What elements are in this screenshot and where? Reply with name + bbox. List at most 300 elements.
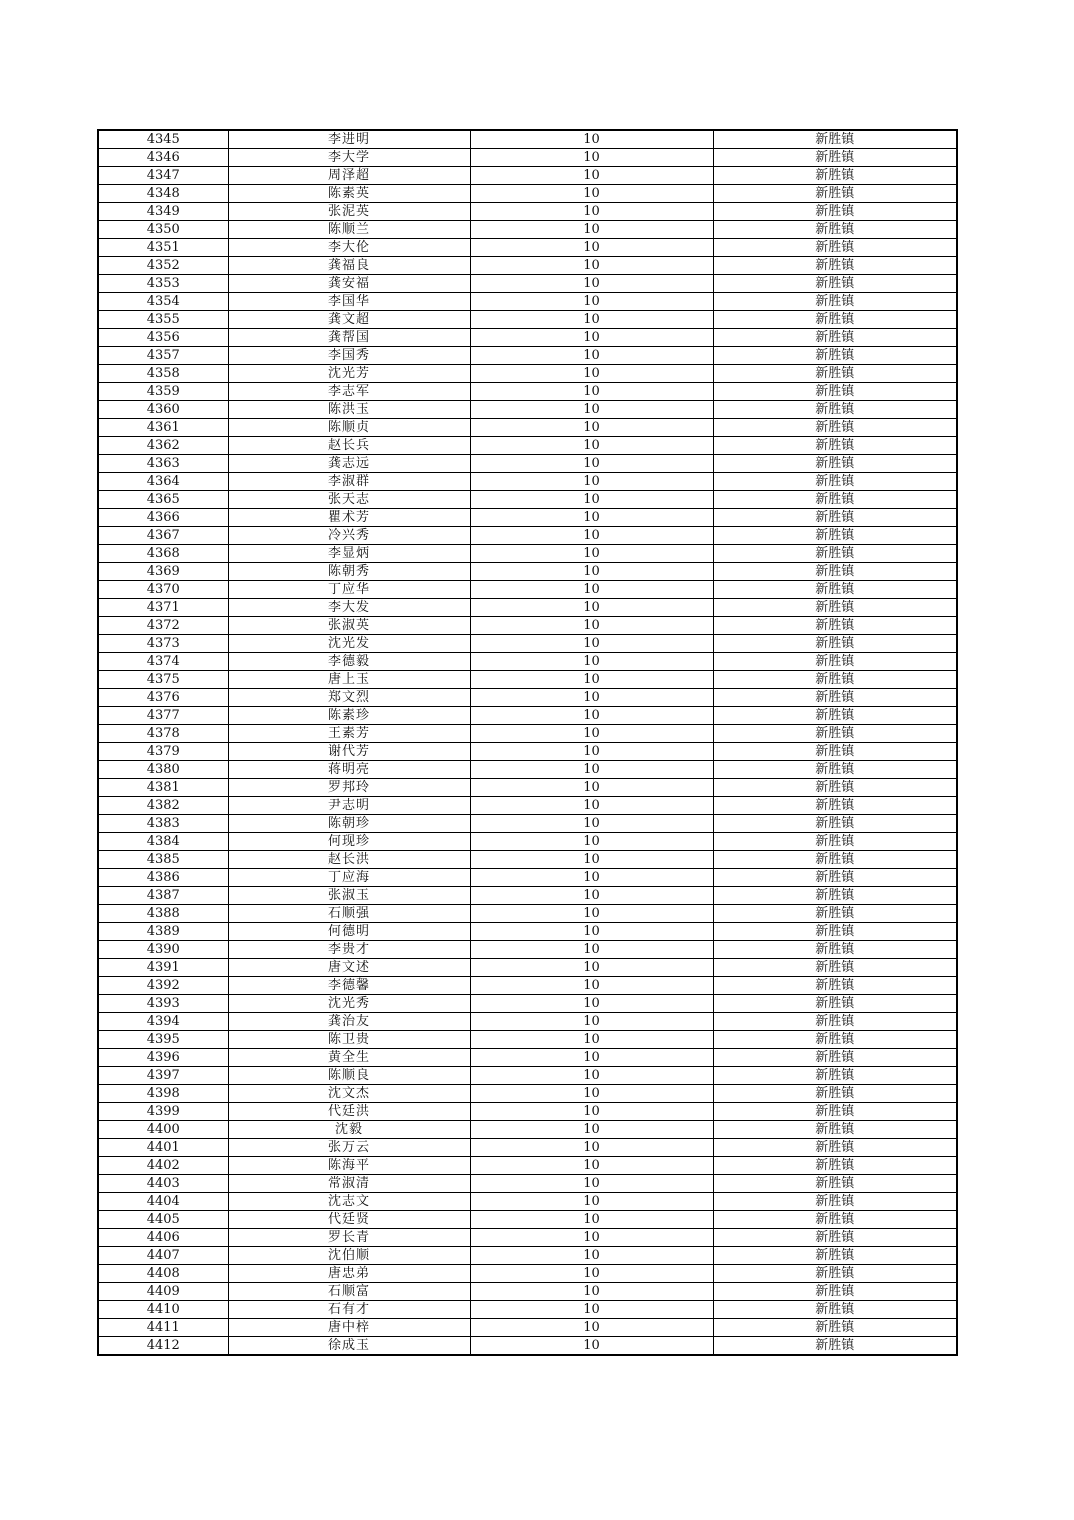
cell-amount: 10 [470, 1031, 713, 1049]
cell-name: 李大发 [228, 599, 470, 617]
cell-town: 新胜镇 [713, 437, 957, 455]
cell-number: 4389 [98, 923, 228, 941]
table-row [98, 130, 957, 149]
cell-name: 李进明 [228, 130, 470, 149]
cell-amount: 10 [470, 1337, 713, 1356]
table-row [98, 185, 957, 203]
cell-number: 4373 [98, 635, 228, 653]
table-row [98, 617, 957, 635]
cell-amount: 10 [470, 1121, 713, 1139]
cell-amount: 10 [470, 1013, 713, 1031]
cell-number: 4370 [98, 581, 228, 599]
cell-amount: 10 [470, 383, 713, 401]
cell-town: 新胜镇 [713, 599, 957, 617]
cell-number: 4391 [98, 959, 228, 977]
cell-number: 4372 [98, 617, 228, 635]
cell-number: 4357 [98, 347, 228, 365]
cell-town: 新胜镇 [713, 1031, 957, 1049]
cell-amount: 10 [470, 833, 713, 851]
cell-number: 4395 [98, 1031, 228, 1049]
cell-name: 陈顺兰 [228, 221, 470, 239]
cell-number: 4349 [98, 203, 228, 221]
cell-name: 沈光芳 [228, 365, 470, 383]
cell-amount: 10 [470, 185, 713, 203]
cell-name: 何德明 [228, 923, 470, 941]
cell-town: 新胜镇 [713, 167, 957, 185]
table-row [98, 653, 957, 671]
cell-town: 新胜镇 [713, 743, 957, 761]
table-row [98, 329, 957, 347]
cell-town: 新胜镇 [713, 365, 957, 383]
cell-amount: 10 [470, 257, 713, 275]
cell-number: 4382 [98, 797, 228, 815]
cell-town: 新胜镇 [713, 419, 957, 437]
cell-name: 龚志远 [228, 455, 470, 473]
cell-town: 新胜镇 [713, 725, 957, 743]
table-row [98, 581, 957, 599]
cell-number: 4394 [98, 1013, 228, 1031]
cell-town: 新胜镇 [713, 635, 957, 653]
cell-number: 4378 [98, 725, 228, 743]
cell-name: 瞿术芳 [228, 509, 470, 527]
table-row [98, 1157, 957, 1175]
cell-name: 龚文超 [228, 311, 470, 329]
cell-amount: 10 [470, 203, 713, 221]
table-row [98, 1301, 957, 1319]
cell-amount: 10 [470, 149, 713, 167]
table-row [98, 275, 957, 293]
table-row [98, 473, 957, 491]
cell-town: 新胜镇 [713, 1121, 957, 1139]
table-row [98, 797, 957, 815]
cell-name: 蒋明亮 [228, 761, 470, 779]
cell-number: 4364 [98, 473, 228, 491]
cell-name: 李贵才 [228, 941, 470, 959]
table-row [98, 887, 957, 905]
cell-amount: 10 [470, 941, 713, 959]
cell-town: 新胜镇 [713, 797, 957, 815]
cell-town: 新胜镇 [713, 815, 957, 833]
cell-town: 新胜镇 [713, 581, 957, 599]
cell-town: 新胜镇 [713, 221, 957, 239]
table-row [98, 707, 957, 725]
table-row [98, 1247, 957, 1265]
cell-number: 4390 [98, 941, 228, 959]
table-row [98, 1049, 957, 1067]
cell-name: 唐文述 [228, 959, 470, 977]
cell-number: 4350 [98, 221, 228, 239]
cell-name: 石顺富 [228, 1283, 470, 1301]
cell-amount: 10 [470, 599, 713, 617]
cell-name: 赵长洪 [228, 851, 470, 869]
cell-town: 新胜镇 [713, 1175, 957, 1193]
cell-number: 4351 [98, 239, 228, 257]
cell-amount: 10 [470, 887, 713, 905]
cell-number: 4355 [98, 311, 228, 329]
cell-name: 李大学 [228, 149, 470, 167]
cell-name: 谢代芳 [228, 743, 470, 761]
cell-amount: 10 [470, 365, 713, 383]
cell-amount: 10 [470, 905, 713, 923]
cell-town: 新胜镇 [713, 401, 957, 419]
table-row [98, 869, 957, 887]
table-row [98, 923, 957, 941]
table-row [98, 635, 957, 653]
cell-number: 4398 [98, 1085, 228, 1103]
cell-name: 陈卫贵 [228, 1031, 470, 1049]
cell-number: 4346 [98, 149, 228, 167]
cell-amount: 10 [470, 1229, 713, 1247]
cell-number: 4354 [98, 293, 228, 311]
cell-number: 4376 [98, 689, 228, 707]
cell-name: 唐忠弟 [228, 1265, 470, 1283]
table-row [98, 563, 957, 581]
cell-amount: 10 [470, 473, 713, 491]
cell-number: 4366 [98, 509, 228, 527]
cell-number: 4393 [98, 995, 228, 1013]
cell-town: 新胜镇 [713, 869, 957, 887]
cell-number: 4368 [98, 545, 228, 563]
cell-number: 4401 [98, 1139, 228, 1157]
cell-amount: 10 [470, 130, 713, 149]
table-row [98, 977, 957, 995]
cell-name: 陈顺贞 [228, 419, 470, 437]
cell-number: 4358 [98, 365, 228, 383]
cell-number: 4411 [98, 1319, 228, 1337]
table-row [98, 1103, 957, 1121]
cell-number: 4362 [98, 437, 228, 455]
cell-town: 新胜镇 [713, 1067, 957, 1085]
cell-name: 黄全生 [228, 1049, 470, 1067]
cell-town: 新胜镇 [713, 1229, 957, 1247]
cell-town: 新胜镇 [713, 1247, 957, 1265]
cell-amount: 10 [470, 221, 713, 239]
cell-number: 4408 [98, 1265, 228, 1283]
table-row [98, 725, 957, 743]
cell-number: 4403 [98, 1175, 228, 1193]
table-row [98, 1337, 957, 1356]
table-row [98, 1319, 957, 1337]
cell-town: 新胜镇 [713, 130, 957, 149]
cell-amount: 10 [470, 743, 713, 761]
cell-town: 新胜镇 [713, 1265, 957, 1283]
cell-number: 4405 [98, 1211, 228, 1229]
cell-amount: 10 [470, 437, 713, 455]
cell-town: 新胜镇 [713, 1049, 957, 1067]
cell-town: 新胜镇 [713, 995, 957, 1013]
table-body [98, 130, 957, 1355]
cell-name: 王素芳 [228, 725, 470, 743]
table-row [98, 995, 957, 1013]
table-row [98, 545, 957, 563]
cell-number: 4352 [98, 257, 228, 275]
cell-town: 新胜镇 [713, 1211, 957, 1229]
cell-amount: 10 [470, 923, 713, 941]
cell-town: 新胜镇 [713, 1103, 957, 1121]
cell-name: 陈海平 [228, 1157, 470, 1175]
cell-amount: 10 [470, 761, 713, 779]
cell-name: 张淑英 [228, 617, 470, 635]
cell-amount: 10 [470, 815, 713, 833]
cell-number: 4400 [98, 1121, 228, 1139]
table-row [98, 1013, 957, 1031]
cell-number: 4399 [98, 1103, 228, 1121]
cell-amount: 10 [470, 581, 713, 599]
cell-town: 新胜镇 [713, 347, 957, 365]
cell-town: 新胜镇 [713, 653, 957, 671]
cell-amount: 10 [470, 1265, 713, 1283]
cell-town: 新胜镇 [713, 1301, 957, 1319]
table-row [98, 851, 957, 869]
table-row [98, 1139, 957, 1157]
table-row [98, 527, 957, 545]
cell-name: 石有才 [228, 1301, 470, 1319]
cell-amount: 10 [470, 1301, 713, 1319]
cell-name: 尹志明 [228, 797, 470, 815]
cell-amount: 10 [470, 653, 713, 671]
cell-name: 周泽超 [228, 167, 470, 185]
cell-town: 新胜镇 [713, 1085, 957, 1103]
table-row [98, 1121, 957, 1139]
cell-number: 4383 [98, 815, 228, 833]
cell-name: 徐成玉 [228, 1337, 470, 1356]
cell-name: 郑文烈 [228, 689, 470, 707]
cell-number: 4386 [98, 869, 228, 887]
cell-amount: 10 [470, 311, 713, 329]
cell-number: 4347 [98, 167, 228, 185]
table-row [98, 959, 957, 977]
cell-amount: 10 [470, 401, 713, 419]
table-row [98, 203, 957, 221]
cell-name: 龚安福 [228, 275, 470, 293]
cell-name: 李志军 [228, 383, 470, 401]
table-row [98, 1067, 957, 1085]
cell-amount: 10 [470, 1157, 713, 1175]
cell-town: 新胜镇 [713, 1139, 957, 1157]
cell-number: 4388 [98, 905, 228, 923]
cell-name: 张万云 [228, 1139, 470, 1157]
cell-name: 龚帮国 [228, 329, 470, 347]
cell-name: 沈毅 [228, 1121, 470, 1139]
cell-amount: 10 [470, 725, 713, 743]
cell-amount: 10 [470, 1247, 713, 1265]
cell-name: 李淑群 [228, 473, 470, 491]
table-row [98, 689, 957, 707]
table-row [98, 761, 957, 779]
cell-town: 新胜镇 [713, 455, 957, 473]
cell-name: 陈素珍 [228, 707, 470, 725]
cell-number: 4380 [98, 761, 228, 779]
cell-name: 陈顺良 [228, 1067, 470, 1085]
cell-number: 4375 [98, 671, 228, 689]
cell-name: 李德馨 [228, 977, 470, 995]
table-row [98, 833, 957, 851]
cell-amount: 10 [470, 977, 713, 995]
cell-town: 新胜镇 [713, 1013, 957, 1031]
cell-amount: 10 [470, 1283, 713, 1301]
cell-amount: 10 [470, 869, 713, 887]
table-row [98, 149, 957, 167]
cell-name: 张泥英 [228, 203, 470, 221]
cell-town: 新胜镇 [713, 257, 957, 275]
table-row [98, 941, 957, 959]
cell-name: 丁应海 [228, 869, 470, 887]
cell-number: 4406 [98, 1229, 228, 1247]
cell-name: 沈光秀 [228, 995, 470, 1013]
cell-number: 4381 [98, 779, 228, 797]
cell-town: 新胜镇 [713, 617, 957, 635]
cell-amount: 10 [470, 1139, 713, 1157]
cell-town: 新胜镇 [713, 941, 957, 959]
cell-town: 新胜镇 [713, 671, 957, 689]
cell-amount: 10 [470, 1067, 713, 1085]
cell-amount: 10 [470, 995, 713, 1013]
cell-amount: 10 [470, 275, 713, 293]
cell-name: 张淑玉 [228, 887, 470, 905]
cell-name: 龚治友 [228, 1013, 470, 1031]
table-row [98, 491, 957, 509]
cell-amount: 10 [470, 293, 713, 311]
cell-town: 新胜镇 [713, 329, 957, 347]
table-row [98, 239, 957, 257]
cell-name: 张天志 [228, 491, 470, 509]
cell-name: 罗邦玲 [228, 779, 470, 797]
table-row [98, 419, 957, 437]
table-row [98, 905, 957, 923]
cell-town: 新胜镇 [713, 311, 957, 329]
table-row [98, 671, 957, 689]
cell-amount: 10 [470, 1211, 713, 1229]
cell-amount: 10 [470, 419, 713, 437]
table-row [98, 743, 957, 761]
cell-name: 冷兴秀 [228, 527, 470, 545]
table-row [98, 815, 957, 833]
cell-number: 4374 [98, 653, 228, 671]
cell-number: 4361 [98, 419, 228, 437]
cell-number: 4377 [98, 707, 228, 725]
cell-town: 新胜镇 [713, 293, 957, 311]
cell-amount: 10 [470, 635, 713, 653]
cell-town: 新胜镇 [713, 923, 957, 941]
cell-number: 4384 [98, 833, 228, 851]
cell-name: 唐上玉 [228, 671, 470, 689]
cell-number: 4396 [98, 1049, 228, 1067]
table-row [98, 509, 957, 527]
cell-amount: 10 [470, 563, 713, 581]
cell-number: 4365 [98, 491, 228, 509]
data-table [97, 129, 958, 1356]
cell-name: 代廷洪 [228, 1103, 470, 1121]
table-row [98, 257, 957, 275]
cell-town: 新胜镇 [713, 959, 957, 977]
cell-number: 4360 [98, 401, 228, 419]
cell-town: 新胜镇 [713, 851, 957, 869]
cell-number: 4363 [98, 455, 228, 473]
cell-amount: 10 [470, 527, 713, 545]
cell-town: 新胜镇 [713, 149, 957, 167]
cell-name: 沈志文 [228, 1193, 470, 1211]
cell-town: 新胜镇 [713, 1283, 957, 1301]
cell-town: 新胜镇 [713, 761, 957, 779]
cell-town: 新胜镇 [713, 545, 957, 563]
table-row [98, 167, 957, 185]
cell-name: 石顺强 [228, 905, 470, 923]
cell-number: 4353 [98, 275, 228, 293]
cell-amount: 10 [470, 689, 713, 707]
cell-number: 4409 [98, 1283, 228, 1301]
cell-amount: 10 [470, 455, 713, 473]
table-row [98, 455, 957, 473]
cell-amount: 10 [470, 617, 713, 635]
cell-number: 4356 [98, 329, 228, 347]
cell-amount: 10 [470, 1085, 713, 1103]
cell-name: 龚福良 [228, 257, 470, 275]
cell-amount: 10 [470, 491, 713, 509]
cell-name: 陈洪玉 [228, 401, 470, 419]
cell-name: 陈朝珍 [228, 815, 470, 833]
table-row [98, 1175, 957, 1193]
cell-amount: 10 [470, 167, 713, 185]
cell-town: 新胜镇 [713, 689, 957, 707]
cell-number: 4404 [98, 1193, 228, 1211]
cell-town: 新胜镇 [713, 203, 957, 221]
cell-town: 新胜镇 [713, 977, 957, 995]
cell-amount: 10 [470, 779, 713, 797]
cell-name: 陈朝秀 [228, 563, 470, 581]
cell-town: 新胜镇 [713, 473, 957, 491]
table-row [98, 1211, 957, 1229]
table-row [98, 365, 957, 383]
cell-name: 李显炳 [228, 545, 470, 563]
cell-amount: 10 [470, 851, 713, 869]
cell-town: 新胜镇 [713, 779, 957, 797]
cell-town: 新胜镇 [713, 275, 957, 293]
cell-name: 李大伦 [228, 239, 470, 257]
cell-name: 沈伯顺 [228, 1247, 470, 1265]
table-row [98, 347, 957, 365]
cell-number: 4369 [98, 563, 228, 581]
cell-name: 唐中梓 [228, 1319, 470, 1337]
cell-amount: 10 [470, 797, 713, 815]
cell-number: 4412 [98, 1337, 228, 1356]
cell-amount: 10 [470, 671, 713, 689]
table-row [98, 1265, 957, 1283]
cell-amount: 10 [470, 509, 713, 527]
cell-name: 陈素英 [228, 185, 470, 203]
cell-name: 丁应华 [228, 581, 470, 599]
table-row [98, 1085, 957, 1103]
cell-number: 4392 [98, 977, 228, 995]
cell-name: 罗长青 [228, 1229, 470, 1247]
cell-town: 新胜镇 [713, 239, 957, 257]
cell-name: 李国秀 [228, 347, 470, 365]
table-row [98, 221, 957, 239]
cell-number: 4379 [98, 743, 228, 761]
cell-town: 新胜镇 [713, 509, 957, 527]
cell-town: 新胜镇 [713, 1319, 957, 1337]
cell-amount: 10 [470, 1193, 713, 1211]
cell-town: 新胜镇 [713, 185, 957, 203]
cell-town: 新胜镇 [713, 1193, 957, 1211]
cell-town: 新胜镇 [713, 887, 957, 905]
cell-town: 新胜镇 [713, 1157, 957, 1175]
cell-town: 新胜镇 [713, 491, 957, 509]
cell-number: 4402 [98, 1157, 228, 1175]
cell-amount: 10 [470, 329, 713, 347]
cell-amount: 10 [470, 1175, 713, 1193]
cell-town: 新胜镇 [713, 527, 957, 545]
table-row [98, 779, 957, 797]
